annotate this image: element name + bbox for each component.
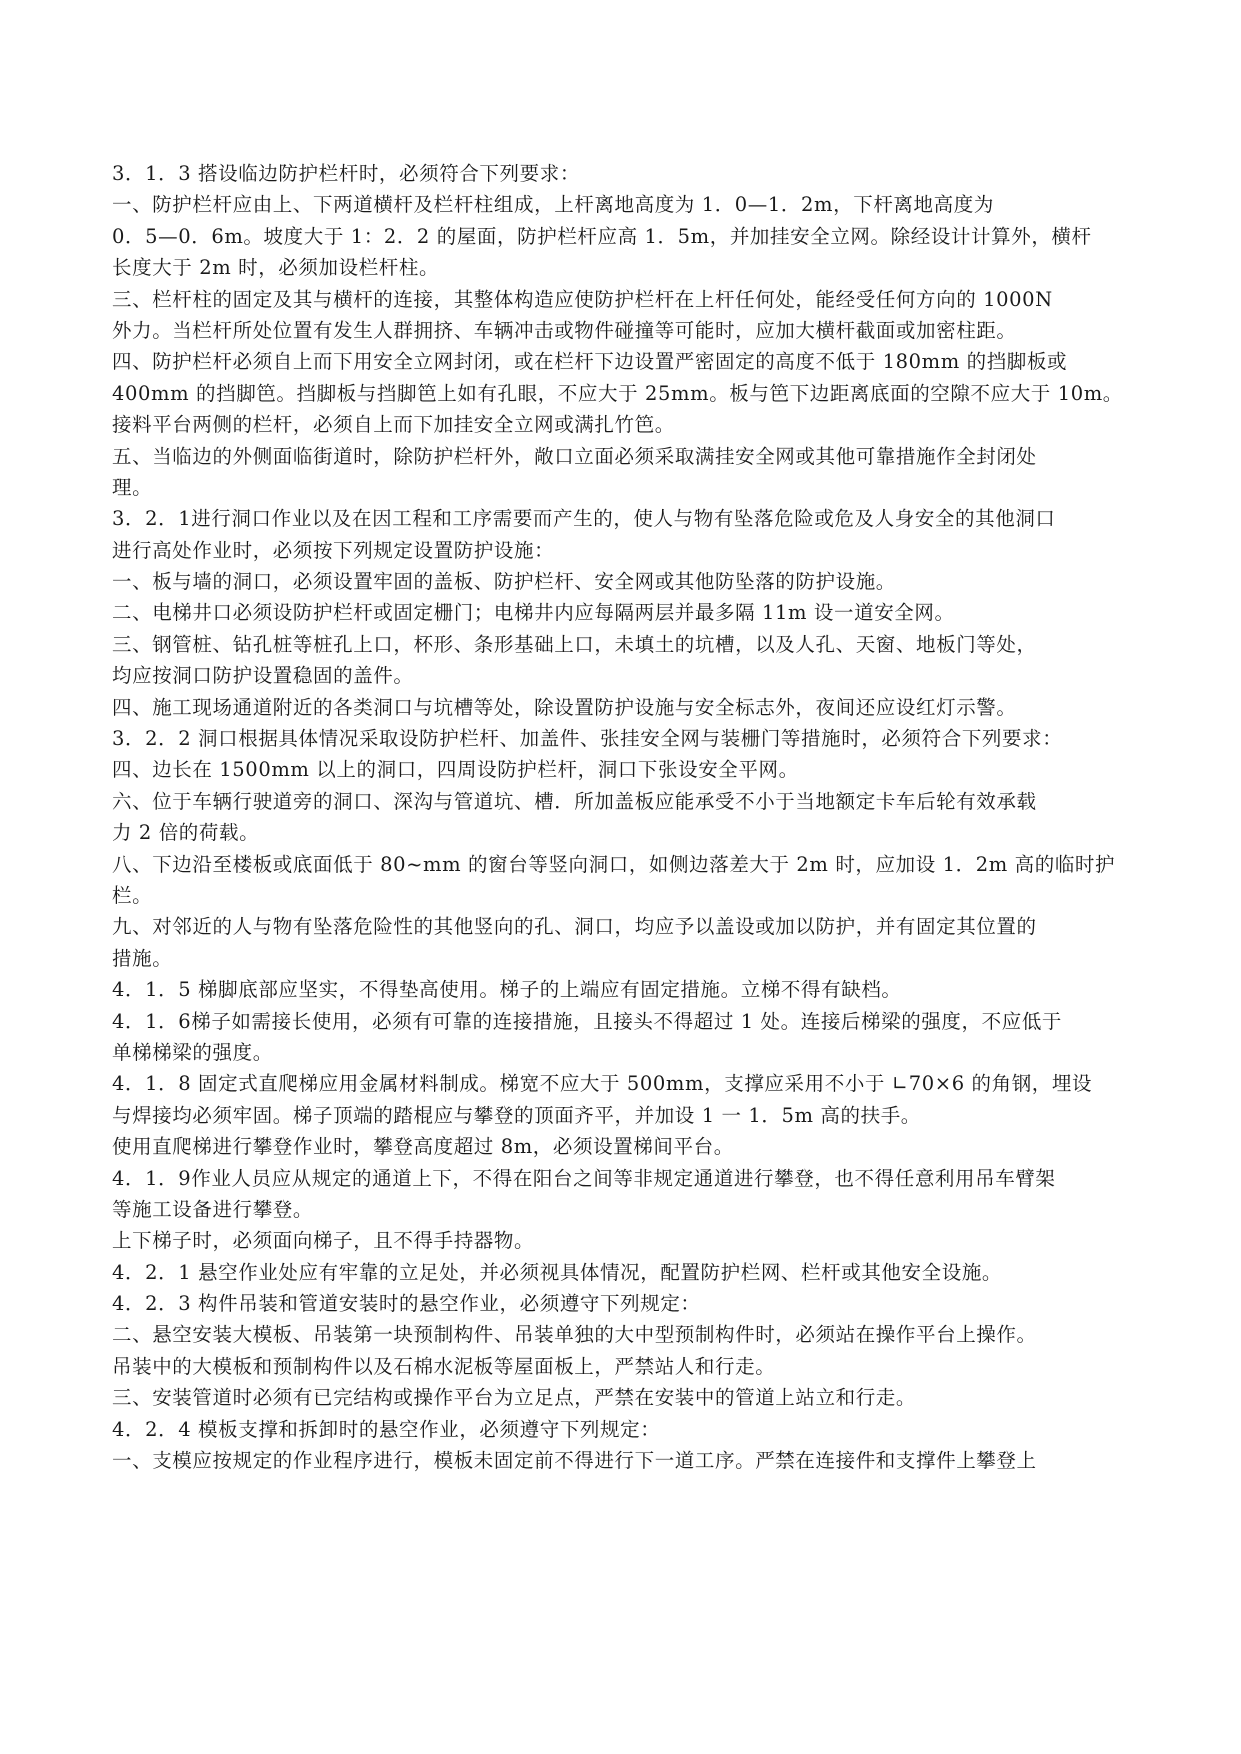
text-line: 长度大于 2m 时，必须加设栏杆柱。 <box>112 256 440 280</box>
text-line: 八、下边沿至楼板或底面低于 80~mm 的窗台等竖向洞口，如侧边落差大于 2m 时，应加设 1．2m 高的临时护 <box>112 852 1116 876</box>
text-line: 力 2 倍的荷载。 <box>112 821 260 845</box>
text-line: 三、钢管桩、钻孔桩等桩孔上口，杯形、条形基础上口，未填土的坑槽，以及人孔、天窗、地板门等处， <box>112 632 1037 656</box>
text-line: 措施。 <box>112 946 173 970</box>
text-line: 4．1．8 固定式直爬梯应用金属材料制成。梯宽不应大于 500mm，支撑应采用不小于 ∟70×6 的角钢，埋设 <box>112 1072 1093 1096</box>
text-line: 栏。 <box>112 883 153 907</box>
text-line: 三、栏杆柱的固定及其与横杆的连接，其整体构造应使防护栏杆在上杆任何处，能经受任何方向的 1000N <box>112 287 1053 311</box>
text-line: 4．2．3 构件吊装和管道安装时的悬空作业，必须遵守下列规定： <box>112 1292 701 1316</box>
text-line: 与焊接均必须牢固。梯子顶端的踏棍应与攀登的顶面齐平，并加设 1 一 1．5m 高的扶手。 <box>112 1103 921 1127</box>
text-line: 三、安装管道时必须有已完结构或操作平台为立足点，严禁在安装中的管道上站立和行走。 <box>112 1386 917 1410</box>
text-line: 九、对邻近的人与物有坠落危险性的其他竖向的孔、洞口，均应予以盖设或加以防护，并有固定其位置的 <box>112 915 1037 939</box>
text-line: 一、防护栏杆应由上、下两道横杆及栏杆柱组成，上杆离地高度为 1．0—1．2m，下杆离地高度为 <box>112 193 994 217</box>
text-line: 吊装中的大模板和预制构件以及石棉水泥板等屋面板上，严禁站人和行走。 <box>112 1354 776 1378</box>
text-line: 3．1．3 搭设临边防护栏杆时，必须符合下列要求： <box>112 162 580 185</box>
document-body <box>112 158 1132 1476</box>
text-line: 一、支模应按规定的作业程序进行，模板未固定前不得进行下一道工序。严禁在连接件和支撑件上攀登上 <box>112 1449 1037 1473</box>
text-line: 二、悬空安装大模板、吊装第一块预制构件、吊装单独的大中型预制构件时，必须站在操作平台上操作。 <box>112 1323 1037 1347</box>
text-line: 上下梯子时，必须面向梯子，且不得手持器物。 <box>112 1229 535 1253</box>
text-line: 二、电梯井口必须设防护栏杆或固定栅门；电梯井内应每隔两层并最多隔 11m 设一道安全网。 <box>112 601 955 625</box>
text-line: 3．2．2 洞口根据具体情况采取设防护栏杆、加盖件、张挂安全网与装栅门等措施时，必须符合下列要求： <box>112 727 1063 751</box>
text-line: 4．2．4 模板支撑和拆卸时的悬空作业，必须遵守下列规定： <box>112 1417 661 1441</box>
text-line: 四、防护栏杆必须自上而下用安全立网封闭，或在栏杆下边设置严密固定的高度不低于 180mm 的挡脚板或 <box>112 350 1068 374</box>
text-line: 0．5—0．6m。坡度大于 1：2．2 的屋面，防护栏杆应高 1．5m，并加挂安全立网。除经设计计算外，横杆 <box>112 224 1092 248</box>
text-line: 4．2．1 悬空作业处应有牢靠的立足处，并必须视具体情况，配置防护栏网、栏杆或其他安全设施。 <box>112 1260 1003 1284</box>
text-line: 接料平台两侧的栏杆，必须自上而下加挂安全立网或满扎竹笆。 <box>112 413 675 437</box>
text-line: 4．1．5 梯脚底部应坚实，不得垫高使用。梯子的上端应有固定措施。立梯不得有缺档。 <box>112 978 902 1002</box>
text-line: 六、位于车辆行驶道旁的洞口、深沟与管道坑、槽．所加盖板应能承受不小于当地额定卡车后轮有效承载 <box>112 789 1037 813</box>
text-line: 进行高处作业时，必须按下列规定设置防护设施： <box>112 538 555 562</box>
text-line: 一、板与墙的洞口，必须设置牢固的盖板、防护栏杆、安全网或其他防坠落的防护设施。 <box>112 570 896 594</box>
text-line: 单梯梯梁的强度。 <box>112 1040 273 1064</box>
text-line: 外力。当栏杆所处位置有发生人群拥挤、车辆冲击或物件碰撞等可能时，应加大横杆截面或加密柱距。 <box>112 318 1017 342</box>
text-line: 等施工设备进行攀登。 <box>112 1197 314 1221</box>
text-line: 4．1．6梯子如需接长使用，必须有可靠的连接措施，且接头不得超过 1 处。连接后梯梁的强度，不应低于 <box>112 1009 1063 1033</box>
text-line: 四、施工现场通道附近的各类洞口与坑槽等处，除设置防护设施与安全标志外，夜间还应设红灯示警。 <box>112 695 1017 719</box>
text-line: 4．1．9作业人员应从规定的通道上下，不得在阳台之间等非规定通道进行攀登，也不得任意利用吊车臂架 <box>112 1166 1056 1190</box>
text-line: 使用直爬梯进行攀登作业时，攀登高度超过 8m，必须设置梯间平台。 <box>112 1135 734 1159</box>
text-line: 理。 <box>112 475 153 499</box>
text-line: 四、边长在 1500mm 以上的洞口，四周设防护栏杆，洞口下张设安全平网。 <box>112 758 799 782</box>
text-line: 均应按洞口防护设置稳固的盖件。 <box>112 664 414 688</box>
text-line: 3．2．1进行洞口作业以及在因工程和工序需要而产生的，使人与物有坠落危险或危及人身安全的其他洞口 <box>112 507 1056 531</box>
text-line: 400mm 的挡脚笆。挡脚板与挡脚笆上如有孔眼，不应大于 25mm。板与笆下边距离底面的空隙不应大于 10m。 <box>112 381 1123 405</box>
text-line: 五、当临边的外侧面临街道时，除防护栏杆外，敞口立面必须采取满挂安全网或其他可靠措施作全封闭处 <box>112 444 1037 468</box>
